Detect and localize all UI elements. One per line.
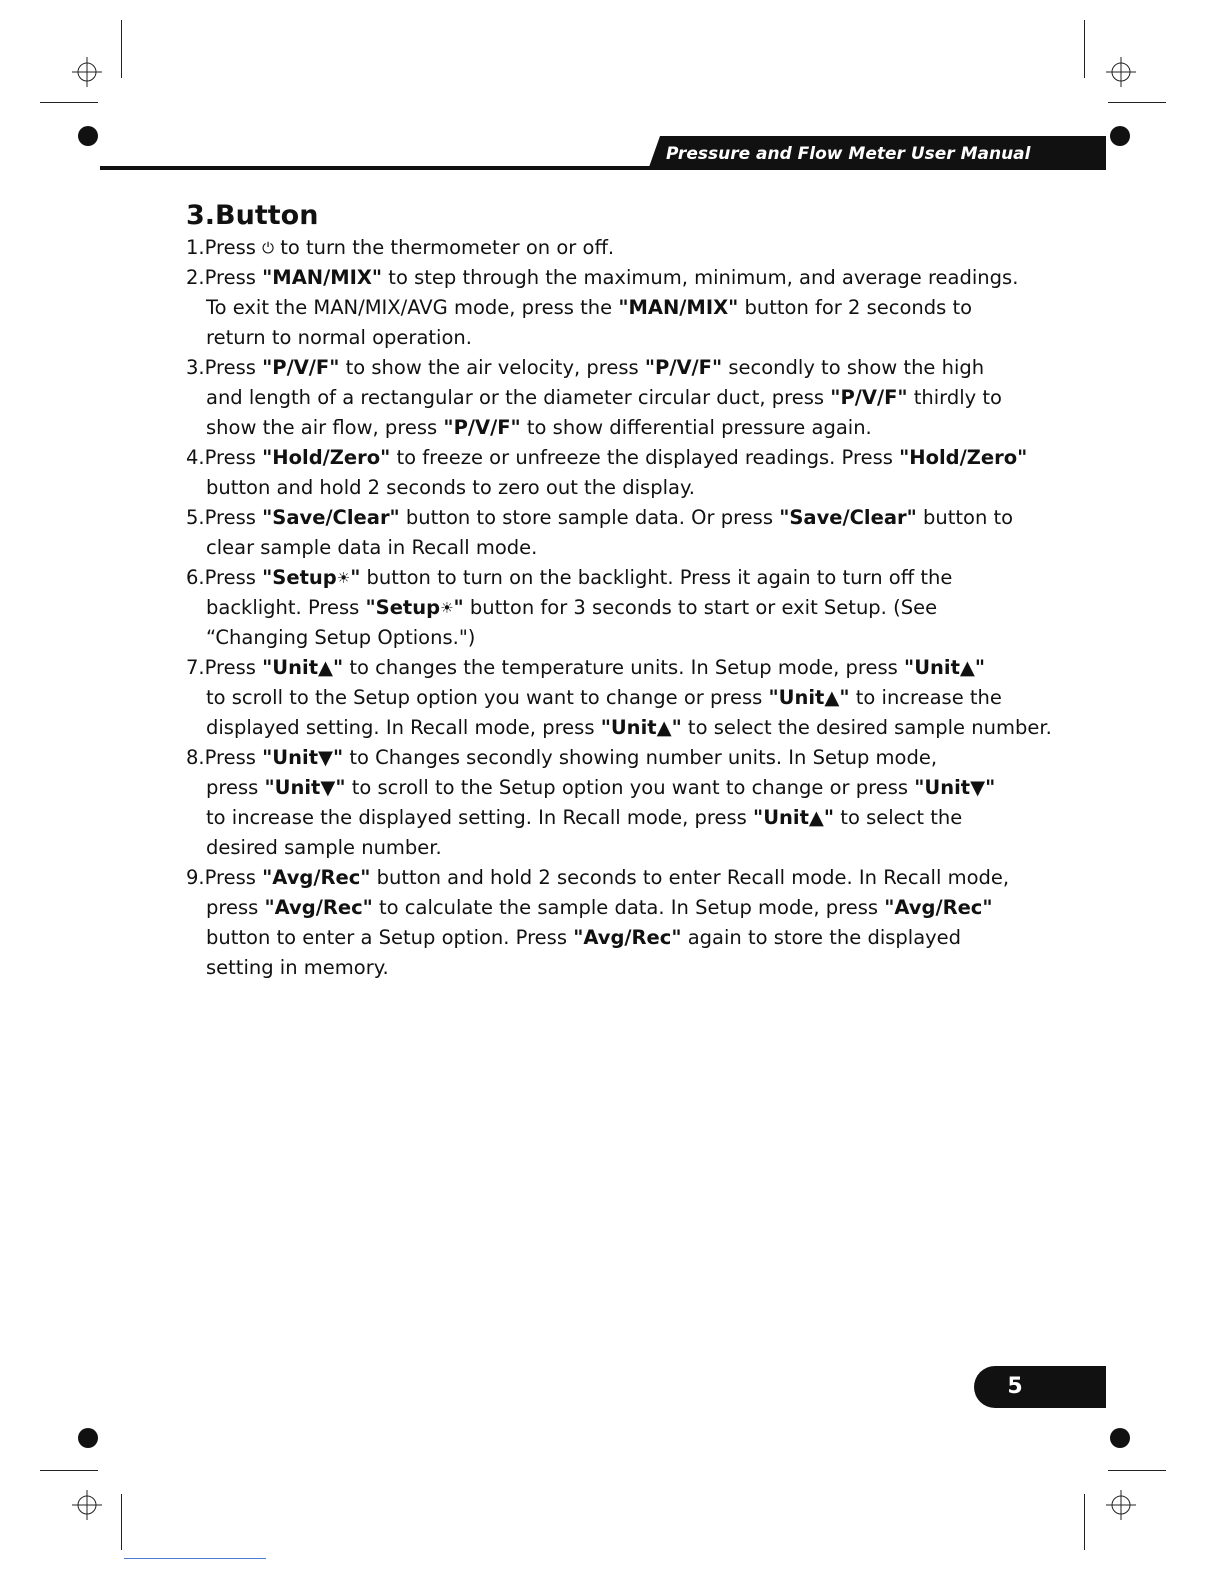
list-item-line (186, 623, 1056, 653)
button-name: "Unit▼" (264, 776, 346, 799)
text-run: button to turn on the backlight. Press it again to turn off the (360, 566, 953, 589)
text-run: button and hold 2 seconds to enter Recall mode. In Recall mode, (370, 866, 1010, 889)
button-name: "Unit▲" (904, 656, 986, 679)
list-item (186, 743, 1056, 863)
text-run: button to enter a Setup option. Press (206, 926, 574, 949)
list-item-line (186, 863, 1056, 893)
text-run: to increase the (849, 686, 1002, 709)
text-run: secondly to show the high (722, 356, 985, 379)
crop-mark-top-right-h (1108, 102, 1166, 103)
list-item-line (186, 593, 1056, 623)
text-run: button and hold 2 seconds to zero out the display. (206, 476, 695, 499)
text-run: setting in memory. (206, 956, 389, 979)
list-item-line (186, 803, 1056, 833)
list-item-line (186, 743, 1056, 773)
list-item-number: 6. (186, 566, 205, 589)
text-run: to show the air velocity, press (339, 356, 645, 379)
text-run: Press (204, 656, 263, 679)
page-number: 5 (1007, 1374, 1023, 1399)
list-item-line (186, 383, 1056, 413)
button-name: "P/V/F" (830, 386, 908, 409)
manual-title: Pressure and Flow Meter User Manual (666, 144, 1031, 164)
crop-mark-bottom-right-v (1084, 1494, 1085, 1550)
text-run: button to (916, 506, 1014, 529)
list-item (186, 233, 1056, 263)
list-item-number: 4. (186, 446, 205, 469)
registration-dot-icon (78, 1428, 98, 1448)
registration-mark-icon (1106, 57, 1136, 87)
list-item-line (186, 833, 1056, 863)
text-run: to Changes secondly showing number units. In Setup mode, (343, 746, 938, 769)
text-run: to calculate the sample data. In Setup mode, press (372, 896, 885, 919)
text-run: to scroll to the Setup option you want to change or press (206, 686, 769, 709)
button-name: "Avg/Rec" (262, 866, 371, 889)
button-name: "Setup (262, 566, 337, 589)
registration-dot-icon (1110, 126, 1130, 146)
text-run: to changes the temperature units. In Setup mode, press (343, 656, 905, 679)
list-item-line (186, 923, 1056, 953)
button-name: "P/V/F" (262, 356, 340, 379)
text-run: backlight. Press (206, 596, 366, 619)
text-run: to freeze or unfreeze the displayed readings. Press (390, 446, 900, 469)
list-item-number: 9. (186, 866, 205, 889)
registration-mark-icon (1106, 1490, 1136, 1520)
list-item-line (186, 443, 1056, 473)
list-item-number: 1. (186, 236, 205, 259)
list-item (186, 263, 1056, 353)
text-run: to scroll to the Setup option you want to change or press (345, 776, 915, 799)
registration-mark-icon (72, 57, 102, 87)
list-item-line (186, 683, 1056, 713)
button-name: "Unit▲" (753, 806, 835, 829)
crop-mark-top-left-v (121, 20, 122, 78)
text-run: to select the (834, 806, 963, 829)
button-name: "Unit▲" (262, 656, 344, 679)
text-run: to show differential pressure again. (520, 416, 872, 439)
button-name: "Setup (365, 596, 441, 619)
text-run: Press (204, 746, 263, 769)
button-name: "P/V/F" (644, 356, 723, 379)
list-item (186, 653, 1056, 743)
button-name: "Unit▲" (600, 716, 682, 739)
text-run: press (206, 776, 265, 799)
registration-dot-icon (78, 126, 98, 146)
button-name: "Avg/Rec" (264, 896, 373, 919)
list-item (186, 863, 1056, 983)
button-name: " (453, 596, 464, 619)
text-run: Press (204, 446, 263, 469)
text-run: Press (204, 866, 263, 889)
list-item-line (186, 323, 1056, 353)
crop-mark-bottom-left-v (121, 1494, 122, 1550)
text-run: displayed setting. In Recall mode, press (206, 716, 601, 739)
text-run: Press (204, 356, 263, 379)
list-item-line (186, 503, 1056, 533)
list-item-number: 2. (186, 266, 205, 289)
button-name: " (350, 566, 361, 589)
text-run: to step through the maximum, minimum, and average readings. (382, 266, 1019, 289)
button-name: "MAN/MIX" (618, 296, 739, 319)
button-name: "Unit▼" (262, 746, 344, 769)
button-name: "Save/Clear" (262, 506, 400, 529)
list-item-line (186, 773, 1056, 803)
list-item-number: 8. (186, 746, 205, 769)
text-run: button to store sample data. Or press (399, 506, 780, 529)
text-run: to turn the thermometer on or off. (274, 236, 615, 259)
text-run: desired sample number. (206, 836, 442, 859)
list-item (186, 563, 1056, 653)
power-icon: ⏻ (262, 239, 275, 257)
list-item (186, 443, 1056, 503)
list-item-line (186, 413, 1056, 443)
backlight-icon: ☀ (440, 599, 454, 617)
text-run: show the air flow, press (206, 416, 444, 439)
button-name: "Save/Clear" (779, 506, 917, 529)
button-name: "Avg/Rec" (884, 896, 993, 919)
list-item (186, 353, 1056, 443)
list-item-line (186, 653, 1056, 683)
button-name: "Hold/Zero" (262, 446, 391, 469)
text-run: Press (204, 266, 263, 289)
crop-mark-bottom-left-h (40, 1470, 98, 1471)
text-run: press (206, 896, 265, 919)
text-run: clear sample data in Recall mode. (206, 536, 538, 559)
crop-mark-top-right-v (1084, 20, 1085, 78)
list-item-line (186, 713, 1056, 743)
text-run: Press (204, 236, 263, 259)
text-run: Press (204, 506, 263, 529)
list-item-line (186, 473, 1056, 503)
crop-mark-top-left-h (40, 102, 98, 103)
list-item-line (186, 893, 1056, 923)
list-item-line (186, 353, 1056, 383)
list-item-line (186, 953, 1056, 983)
button-name: "MAN/MIX" (262, 266, 383, 289)
list-item (186, 503, 1056, 563)
text-run: thirdly to (907, 386, 1002, 409)
text-run: return to normal operation. (206, 326, 472, 349)
text-run: to increase the displayed setting. In Recall mode, press (206, 806, 754, 829)
registration-mark-icon (72, 1490, 102, 1520)
button-name: "P/V/F" (443, 416, 521, 439)
list-item-line (186, 233, 1056, 263)
bottom-divider (124, 1558, 266, 1559)
list-item-line (186, 263, 1056, 293)
text-run: again to store the displayed (681, 926, 962, 949)
text-run: to select the desired sample number. (681, 716, 1052, 739)
crop-mark-bottom-right-h (1108, 1470, 1166, 1471)
list-item-line (186, 293, 1056, 323)
text-run: and length of a rectangular or the diameter circular duct, press (206, 386, 831, 409)
list-item-line (186, 533, 1056, 563)
list-item-number: 3. (186, 356, 205, 379)
button-name: "Avg/Rec" (573, 926, 682, 949)
button-name: "Hold/Zero" (899, 446, 1028, 469)
backlight-icon: ☀ (336, 569, 351, 587)
registration-dot-icon (1110, 1428, 1130, 1448)
list-item-line (186, 563, 1056, 593)
text-run: button for 2 seconds to (738, 296, 973, 319)
list-item-number: 7. (186, 656, 205, 679)
text-run: Press (204, 566, 263, 589)
button-name: "Unit▼" (914, 776, 996, 799)
list-item-number: 5. (186, 506, 205, 529)
button-name: "Unit▲" (768, 686, 850, 709)
text-run: “Changing Setup Options.") (206, 626, 476, 649)
text-run: button for 3 seconds to start or exit Setup. (See (463, 596, 938, 619)
section-heading: 3.Button (186, 200, 319, 231)
text-run: To exit the MAN/MIX/AVG mode, press the (206, 296, 619, 319)
